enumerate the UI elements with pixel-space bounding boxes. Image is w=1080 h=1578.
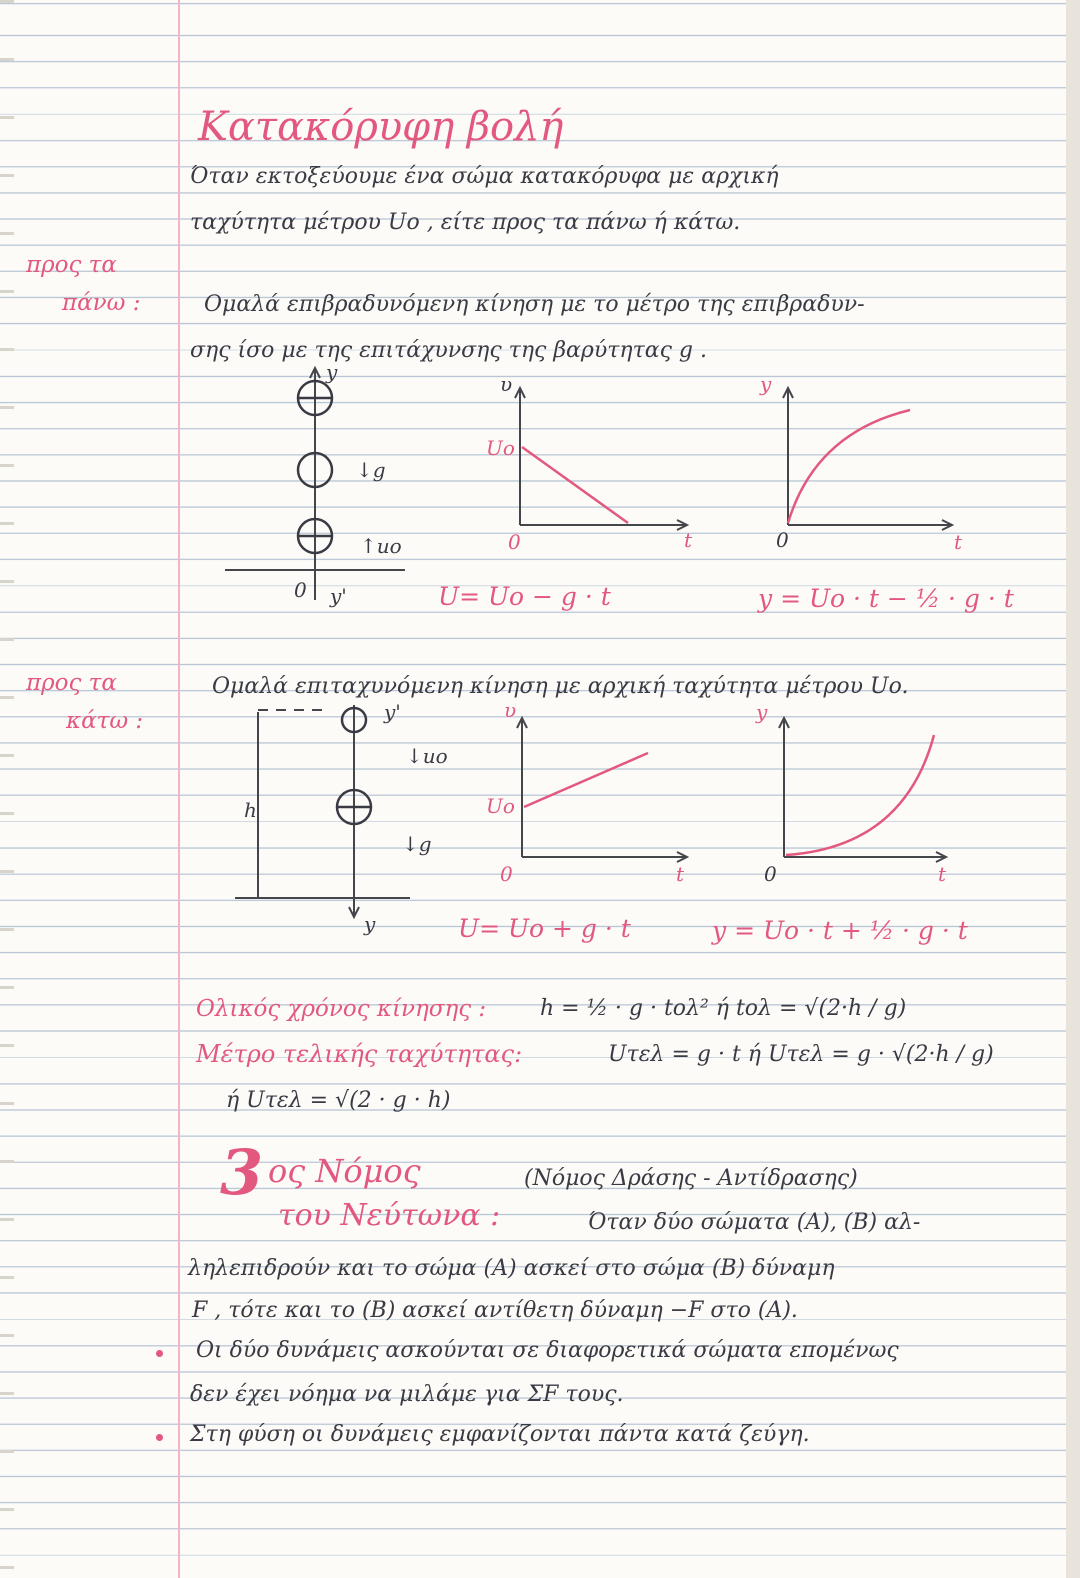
newton-line-1: Όταν δύο σώματα (A), (B) αλ- — [588, 1210, 921, 1235]
up-y-axis-label: y — [760, 372, 772, 396]
up-y-label: y — [326, 360, 338, 384]
down-velocity-formula: U= Uo + g · t — [458, 914, 631, 943]
up-velocity-graph — [500, 385, 700, 535]
newton-bullet-1b: δεν έχει νόημα να μιλάμε για ΣF τους. — [190, 1382, 624, 1407]
up-velocity-formula: U= Uo − g · t — [438, 582, 611, 611]
page-edge — [1066, 0, 1080, 1578]
up-v-axis-label: υ — [500, 372, 513, 396]
up-v-uo-label: Uo — [486, 436, 515, 460]
up-yprime-label: y' — [330, 584, 347, 608]
intro-line-1: Όταν εκτοξεύουμε ένα σώμα κατακόρυφα με αρχική — [190, 164, 779, 189]
down-text-1: Ομαλά επιταχυνόμενη κίνηση με αρχική ταχύτητα μέτρου Uo. — [212, 674, 909, 699]
bullet-dot-1 — [156, 1350, 163, 1357]
up-position-graph — [770, 385, 970, 535]
down-position-curve — [786, 735, 934, 855]
newton-bullet-2: Στη φύση οι δυνάμεις εμφανίζονται πάντα κατά ζεύγη. — [190, 1422, 810, 1447]
down-g-label: ↓g — [402, 832, 432, 856]
up-origin-label: 0 — [294, 578, 307, 602]
newton-big-number: 3 — [220, 1136, 264, 1209]
down-v-uo-label: Uo — [486, 794, 515, 818]
down-y-t-label: t — [938, 862, 947, 886]
total-time-label: Ολικός χρόνος κίνησης : — [196, 996, 487, 1022]
up-g-label: ↓g — [356, 458, 386, 482]
down-ball-diagram — [230, 700, 430, 930]
down-velocity-graph — [500, 715, 700, 865]
up-position-formula: y = Uo · t − ½ · g · t — [758, 584, 1014, 613]
down-side-label-1: προς τα — [26, 670, 117, 696]
newton-title-2: του Νεύτωνα : — [278, 1198, 501, 1233]
up-y-origin-label: 0 — [776, 528, 789, 552]
total-time-formula: h = ½ · g · tολ² ή tολ = √(2·h / g) — [540, 996, 907, 1021]
final-speed-label: Μέτρο τελικής ταχύτητας: — [196, 1040, 523, 1068]
down-position-graph — [764, 715, 964, 865]
up-side-label-1: προς τα — [26, 252, 117, 278]
up-uo-label: ↑uo — [360, 534, 402, 558]
newton-line-3: F , τότε και το (B) ασκεί αντίθετη δύναμη −F στο (A). — [192, 1298, 798, 1323]
up-v-origin-label: 0 — [508, 530, 521, 554]
down-side-label-2: κάτω : — [66, 708, 144, 734]
newton-title-1: ος Νόμος — [268, 1152, 421, 1190]
down-v-origin-label: 0 — [500, 862, 513, 886]
binder-edge — [0, 0, 14, 1578]
up-text-2: σης ίσο με της επιτάχυνσης της βαρύτητας g . — [190, 338, 707, 363]
down-velocity-line — [524, 753, 648, 807]
down-y-origin-label: 0 — [764, 862, 777, 886]
down-v-axis-label: υ — [504, 698, 517, 722]
down-y-axis-label: y — [756, 700, 768, 724]
newton-bullet-1a: Οι δύο δυνάμεις ασκούνται σε διαφορετικά σώματα επομένως — [196, 1338, 899, 1363]
page-title: Κατακόρυφη βολή — [198, 104, 564, 150]
up-v-t-label: t — [684, 528, 693, 552]
down-h-label: h — [244, 798, 257, 822]
final-speed-alt: ή Uτελ = √(2 · g · h) — [226, 1088, 451, 1113]
down-v-t-label: t — [676, 862, 685, 886]
up-text-1: Ομαλά επιβραδυνόμενη κίνηση με το μέτρο της επιβραδυν- — [204, 292, 865, 317]
newton-line-2: ληλεπιδρούν και το σώμα (A) ασκεί στο σώμα (B) δύναμη — [188, 1256, 835, 1281]
up-position-curve — [788, 410, 910, 523]
up-ball-diagram — [220, 360, 420, 620]
newton-subtitle: (Νόμος Δράσης - Αντίδρασης) — [524, 1166, 858, 1191]
up-velocity-line — [522, 447, 628, 523]
down-uo-label: ↓uo — [406, 744, 448, 768]
down-y-label: y — [364, 912, 376, 936]
up-y-t-label: t — [954, 530, 963, 554]
margin-line — [178, 0, 180, 1578]
down-position-formula: y = Uo · t + ½ · g · t — [712, 916, 968, 945]
intro-line-2: ταχύτητα μέτρου Uo , είτε προς τα πάνω ή κάτω. — [190, 210, 741, 235]
bullet-dot-2 — [156, 1434, 163, 1441]
up-side-label-2: πάνω : — [62, 290, 141, 316]
final-speed-formula: Uτελ = g · t ή Uτελ = g · √(2·h / g) — [608, 1042, 994, 1067]
down-yprime-label: y' — [384, 700, 401, 724]
